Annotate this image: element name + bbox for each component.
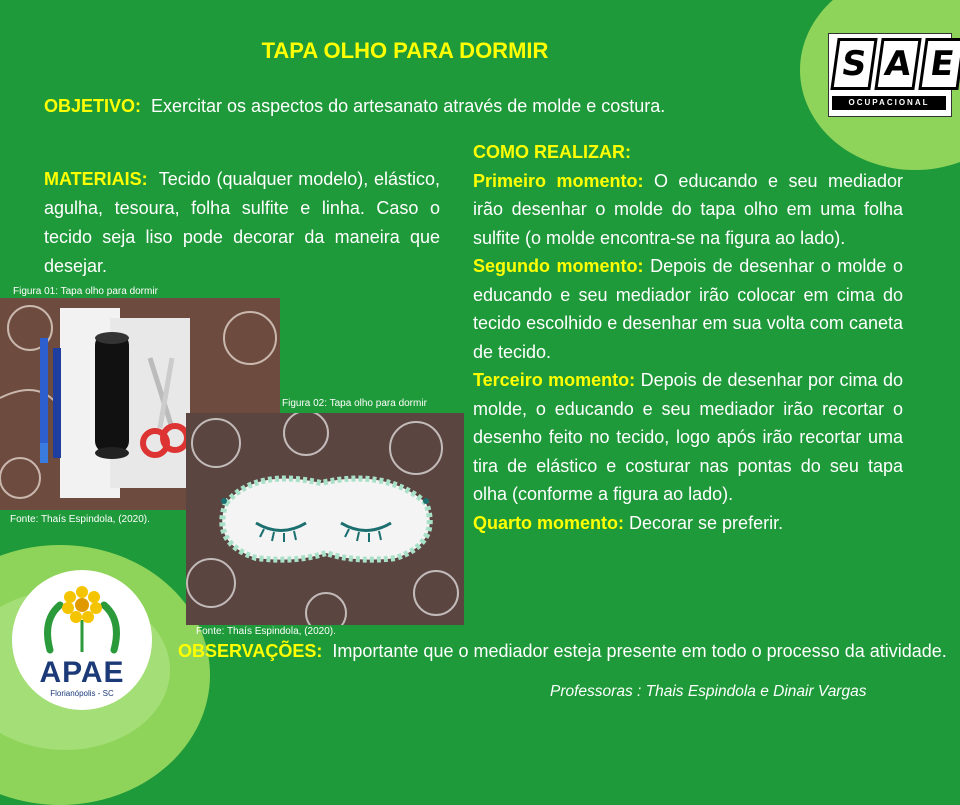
eye-mask-photo-illustration bbox=[186, 413, 464, 625]
apae-city: Florianópolis - SC bbox=[50, 689, 114, 698]
figura2-caption: Figura 02: Tapa olho para dormir bbox=[282, 398, 427, 409]
sae-letter: A bbox=[874, 38, 921, 90]
step-label: Quarto momento: bbox=[473, 512, 624, 533]
como-realizar-section bbox=[473, 138, 903, 537]
sae-logo bbox=[828, 33, 957, 117]
professoras-credit: Professoras : Thais Espindola e Dinair Vargas bbox=[550, 683, 867, 700]
observacoes-text: Importante que o mediador esteja presente em todo o processo da atividade. bbox=[332, 641, 947, 661]
como-realizar-heading: COMO REALIZAR: bbox=[473, 142, 631, 162]
sae-letter: E bbox=[918, 38, 960, 90]
sae-letter: S bbox=[830, 38, 877, 90]
objetivo-section bbox=[44, 96, 665, 117]
observacoes-label: OBSERVAÇÕES: bbox=[178, 641, 323, 661]
objetivo-label: OBJETIVO: bbox=[44, 96, 142, 116]
step-1 bbox=[473, 167, 903, 253]
figura1-caption: Figura 01: Tapa olho para dormir bbox=[13, 286, 158, 297]
materiais-section bbox=[44, 165, 440, 281]
apae-logo bbox=[12, 570, 152, 710]
step-text: Depois de desenhar por cima do molde, o educando e seu mediador irão recortar o desenho feito no tecido, logo após irão recortar uma tira de elástico e costurar nas pontas do seu tapa olha (conforme a figura ao lado). bbox=[473, 370, 903, 504]
step-4 bbox=[473, 509, 903, 538]
figura2-fonte: Fonte: Thaís Espindola, (2020). bbox=[196, 626, 336, 637]
step-text: O educando e seu mediador irão desenhar o molde do tapa olho em uma folha sulfite (o molde encontra-se na figura ao lado). bbox=[473, 170, 903, 248]
apae-name: APAE bbox=[39, 656, 125, 689]
step-text: Decorar se preferir. bbox=[629, 512, 784, 533]
observacoes-section bbox=[178, 637, 950, 666]
figura2-photo bbox=[186, 413, 464, 625]
materiais-label: MATERIAIS: bbox=[44, 169, 148, 189]
figura1-fonte: Fonte: Thaís Espindola, (2020). bbox=[10, 514, 150, 525]
page-title: TAPA OLHO PARA DORMIR bbox=[261, 38, 549, 63]
materiais-text: Tecido (qualquer modelo), elástico, agulha, tesoura, folha sulfite e linha. Caso o tecido seja liso pode decorar da maneira que desejar. bbox=[44, 169, 440, 276]
step-2 bbox=[473, 252, 903, 366]
step-label: Terceiro momento: bbox=[473, 370, 636, 390]
step-text: Depois de desenhar o molde o educando e seu mediador irão colocar em cima do tecido escolhido e desenhar em sua volta com caneta de tecido. bbox=[473, 256, 903, 362]
apae-flower-icon bbox=[12, 570, 152, 660]
sae-subtitle: OCUPACIONAL bbox=[832, 96, 946, 110]
step-label: Segundo momento: bbox=[473, 256, 644, 276]
step-label: Primeiro momento: bbox=[473, 170, 644, 191]
step-3 bbox=[473, 366, 903, 509]
objetivo-text: Exercitar os aspectos do artesanato através de molde e costura. bbox=[151, 96, 666, 116]
